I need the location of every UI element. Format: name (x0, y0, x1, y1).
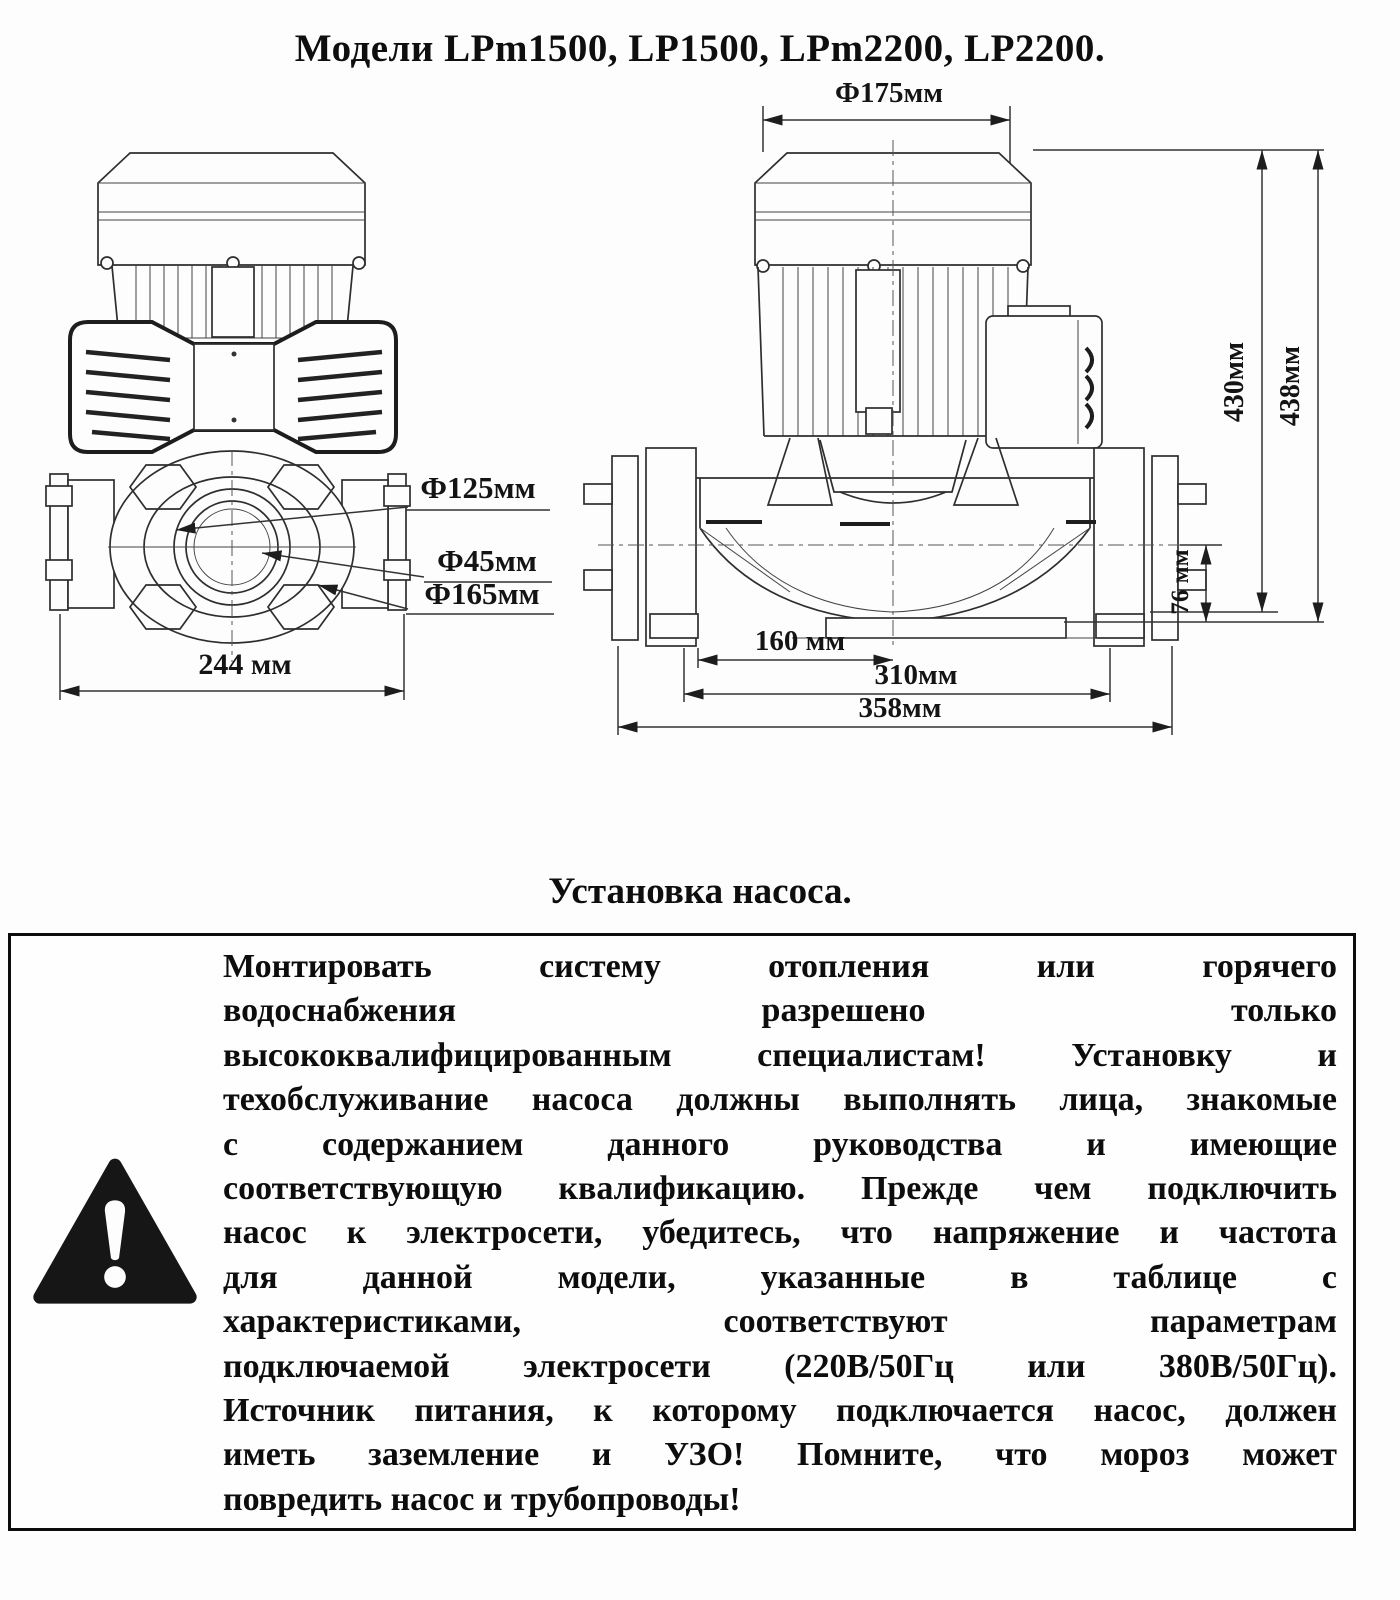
dim-label-fi125: Ф125мм (420, 470, 536, 505)
dim-label-76: 76 мм (1167, 549, 1194, 615)
warning-line: Монтировать систему отопления или горячего (223, 948, 1337, 985)
dim-label-430: 430мм (1219, 341, 1250, 423)
warning-line: с содержанием данного руководства и имеющие (223, 1125, 1337, 1163)
warning-line: для данной модели, указанные в таблице с (223, 1258, 1337, 1296)
warning-line: водоснабжения разрешено только (223, 992, 1337, 1030)
dim-label-fi45: Ф45мм (437, 543, 537, 578)
section-heading: Установка насоса. (548, 871, 852, 912)
page-title: Модели LPm1500, LP1500, LPm2200, LP2200. (294, 27, 1106, 70)
warning-triangle-icon (31, 1157, 199, 1307)
dim-label-244: 244 мм (198, 648, 292, 681)
warning-box (8, 933, 1356, 1531)
warning-line: характеристиками, соответствуют параметрам (223, 1303, 1337, 1341)
pump-front-view (46, 153, 554, 700)
warning-line: соответствующую квалификацию. Прежде чем подключить (223, 1170, 1337, 1208)
dim-label-fi165: Ф165мм (424, 576, 540, 611)
dim-label-310: 310мм (874, 659, 958, 691)
warning-line: иметь заземление и УЗО! Помните, что мороз может (223, 1436, 1337, 1474)
terminal-box (986, 306, 1102, 448)
warning-line: повредить насос и трубопроводы! (223, 1480, 741, 1518)
warning-text (219, 936, 1353, 1528)
pump-side-view (584, 77, 1324, 735)
dim-label-438: 438мм (1275, 345, 1306, 427)
warning-line: Источник питания, к которому подключается насос, должен (223, 1392, 1337, 1430)
dim-label-358: 358мм (858, 692, 942, 724)
warning-line: подключаемой электросети (220В/50Гц или 380В/50Гц). (223, 1347, 1337, 1385)
dim-label-160: 160 мм (754, 625, 846, 657)
warning-line: техобслуживание насоса должны выполнять лица, знакомые (223, 1081, 1337, 1119)
warning-icon-area (11, 936, 219, 1528)
warning-line: высококвалифицированным специалистам! Установку и (223, 1036, 1337, 1074)
dim-label-fi175: Ф175мм (835, 77, 943, 109)
volute-body (650, 478, 1144, 638)
warning-line: насос к электросети, убедитесь, что напряжение и частота (223, 1214, 1337, 1252)
